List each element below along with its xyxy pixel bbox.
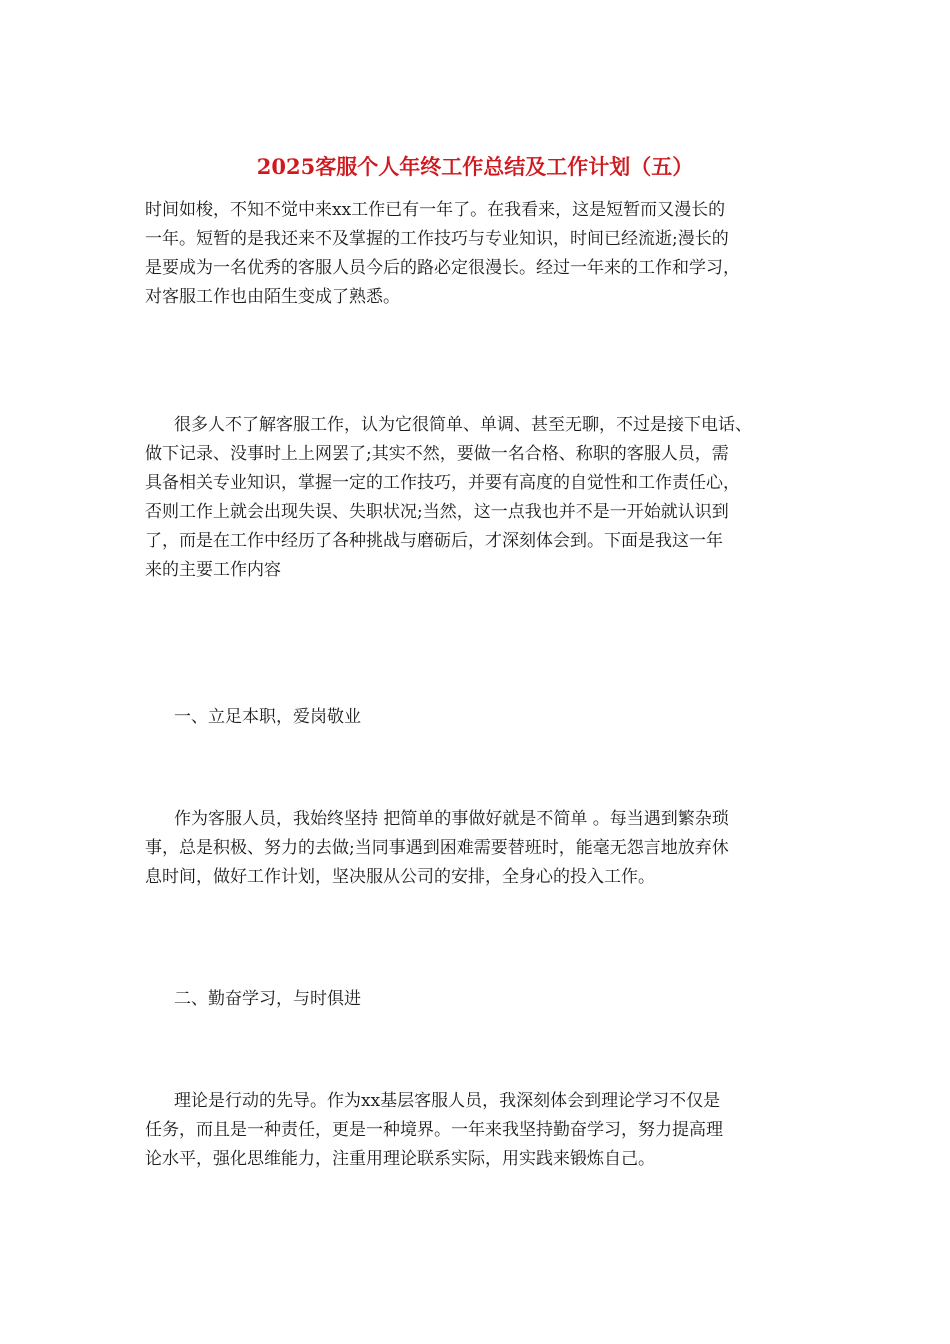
intro-paragraph xyxy=(145,196,815,312)
overview-paragraph xyxy=(145,411,815,585)
paragraph-line: 具备相关专业知识，掌握一定的工作技巧，并要有高度的自觉性和工作责任心， xyxy=(145,473,740,493)
paragraph-line: 很多人不了解客服工作，认为它很简单、单调、甚至无聊，不过是接下电话、 xyxy=(174,415,752,435)
section-2-paragraph xyxy=(145,1087,815,1174)
paragraph-line: 息时间，做好工作计划，坚决服从公司的安排，全身心的投入工作。 xyxy=(145,867,655,887)
paragraph-line: 否则工作上就会出现失误、失职状况;当然，这一点我也并不是一开始就认识到 xyxy=(145,502,729,522)
paragraph-line: 了，而是在工作中经历了各种挑战与磨砺后，才深刻体会到。下面是我这一年 xyxy=(145,531,723,551)
paragraph-line: 作为客服人员，我始终坚持 把简单的事做好就是不简单 。每当遇到繁杂琐 xyxy=(174,809,729,829)
section-heading-2: 二、勤奋学习，与时俱进 xyxy=(174,989,361,1009)
paragraph-line: 是要成为一名优秀的客服人员今后的路必定很漫长。经过一年来的工作和学习， xyxy=(145,258,740,278)
section-1-paragraph xyxy=(145,805,815,892)
document-title: 2025客服个人年终工作总结及工作计划（五） xyxy=(256,154,694,179)
paragraph-line: 对客服工作也由陌生变成了熟悉。 xyxy=(145,287,400,307)
paragraph-line: 理论是行动的先导。作为xx基层客服人员，我深刻体会到理论学习不仅是 xyxy=(174,1091,721,1111)
section-heading-1: 一、立足本职，爱岗敬业 xyxy=(174,707,361,727)
paragraph-line: 时间如梭，不知不觉中来xx工作已有一年了。在我看来，这是短暂而又漫长的 xyxy=(145,200,726,220)
paragraph-line: 一年。短暂的是我还来不及掌握的工作技巧与专业知识，时间已经流逝;漫长的 xyxy=(145,229,729,249)
paragraph-line: 论水平，强化思维能力，注重用理论联系实际，用实践来锻炼自己。 xyxy=(145,1149,655,1169)
paragraph-line: 任务，而且是一种责任，更是一种境界。一年来我坚持勤奋学习，努力提高理 xyxy=(145,1120,723,1140)
paragraph-line: 做下记录、没事时上上网罢了;其实不然，要做一名合格、称职的客服人员，需 xyxy=(145,444,729,464)
paragraph-line: 来的主要工作内容 xyxy=(145,560,281,580)
paragraph-line: 事，总是积极、努力的去做;当同事遇到困难需要替班时，能毫无怨言地放弃休 xyxy=(145,838,729,858)
